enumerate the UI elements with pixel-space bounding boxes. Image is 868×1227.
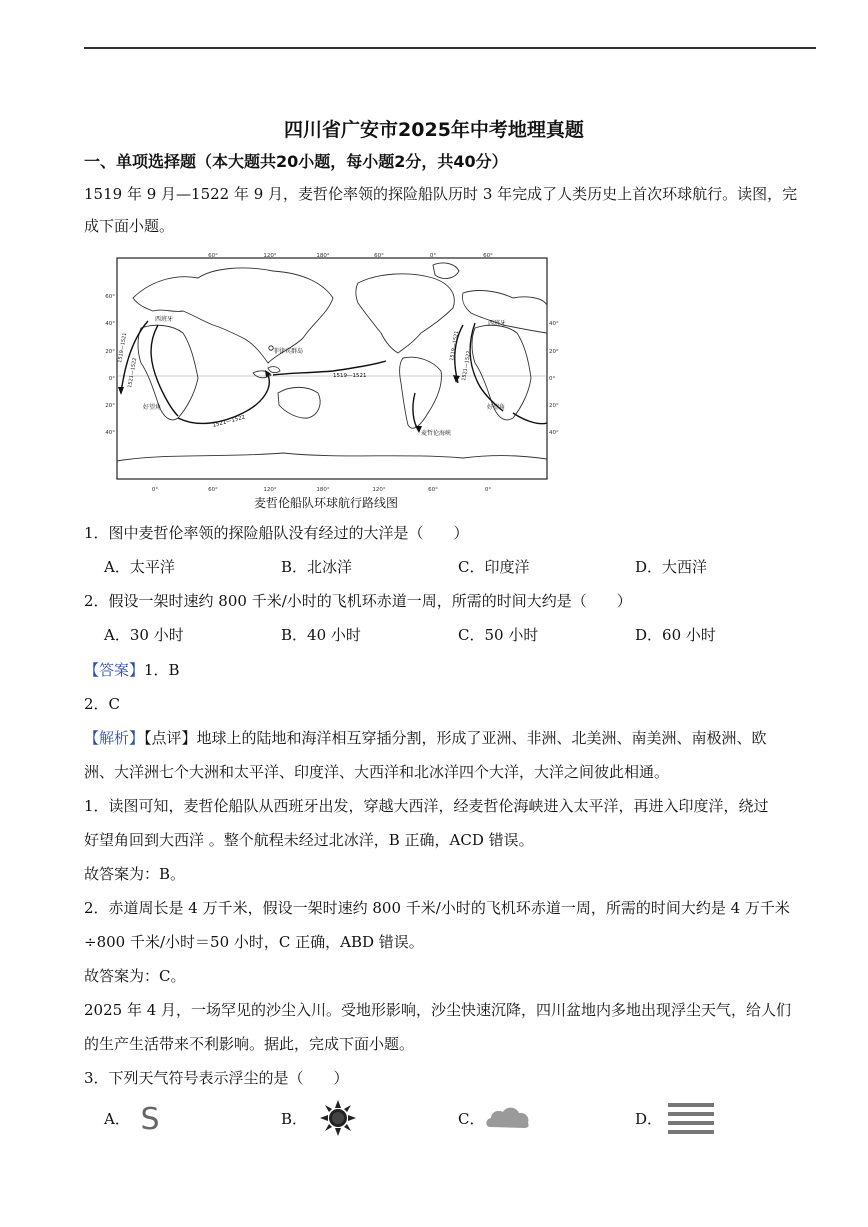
answer-tag: 【答案】 [84,661,145,679]
svg-text:60°: 60° [428,487,438,493]
svg-text:120°: 120° [263,253,277,259]
svg-text:20°: 20° [105,403,115,409]
q1-option-b: B．北冰洋 [281,558,353,576]
q2-option-d: D．60 小时 [635,626,716,644]
svg-text:60°: 60° [374,253,384,259]
analysis-tag: 【解析】 [84,729,145,747]
q3-option-d: D． [635,1110,663,1128]
s-icon [138,1100,162,1140]
map-caption: 麦哲伦船队环球航行路线图 [253,496,398,510]
svg-text:60°: 60° [105,294,115,300]
q2-option-a: A．30 小时 [104,626,184,644]
q1-option-d: D．大西洋 [635,558,708,576]
svg-text:180°: 180° [316,487,330,493]
svg-text:菲律宾群岛: 菲律宾群岛 [273,348,304,355]
svg-text:好望角: 好望角 [487,404,506,411]
svg-text:西班牙: 西班牙 [488,320,507,327]
svg-text:120°: 120° [372,487,386,493]
svg-text:1521—1522: 1521—1522 [461,350,473,382]
svg-text:0°: 0° [549,376,556,382]
lon-bottom-labels [152,487,491,493]
analysis-p2c: 故答案为：C。 [84,967,186,985]
section-heading: 一、单项选择题（本大题共20小题，每小题2分，共40分） [84,152,508,171]
svg-text:1519—1521: 1519—1521 [333,373,367,379]
svg-text:40°: 40° [105,430,115,436]
header-rule [84,47,816,49]
svg-text:60°: 60° [483,253,493,259]
svg-text:好望角: 好望角 [143,404,162,411]
intro1-line1: 1519 年 9 月—1522 年 9 月，麦哲伦率领的探险船队历时 3 年完成了人类历史上首次环球航行。读图，完 [84,185,798,203]
q1-stem: 1．图中麦哲伦率领的探险船队没有经过的大洋是（ ） [84,524,469,542]
svg-text:0°: 0° [484,487,492,493]
analysis-line1 [84,728,767,748]
analysis-p1a: 1．读图可知，麦哲伦船队从西班牙出发，穿越大西洋，经麦哲伦海峡进入太平洋，再进入印度洋，绕过 [84,797,769,815]
q1-option-c: C．印度洋 [458,558,530,576]
q3-stem: 3．下列天气符号表示浮尘的是（ ） [84,1069,349,1087]
q3-option-a: A． [104,1110,130,1128]
world-route-map [103,253,559,493]
sun-dust-icon [318,1098,358,1142]
svg-text:1521—1522: 1521—1522 [211,414,246,429]
lat-right-labels [549,321,559,436]
q3-option-c: C． [458,1110,485,1128]
svg-text:0°: 0° [429,253,437,259]
analysis-p1c: 故答案为：B。 [84,865,186,883]
q1-option-a: A．太平洋 [104,558,175,576]
intro2-line1: 2025 年 4 月，一场罕见的沙尘入川。受地形影响，沙尘快速沉降，四川盆地内多地出现浮尘天气，给人们 [84,1001,792,1019]
intro1-line2: 成下面小题。 [84,217,175,235]
lat-left-labels [105,294,115,436]
q2-option-c: C．50 小时 [458,626,539,644]
analysis-p1b: 好望角回到大西洋 。整个航程未经过北冰洋，B 正确，ACD 错误。 [84,831,534,849]
svg-text:西班牙: 西班牙 [155,316,174,323]
svg-text:1519—1521: 1519—1521 [449,330,461,362]
svg-text:60°: 60° [208,487,218,493]
analysis-line2: 洲、大洋洲七个大洲和太平洋、印度洋、大西洋和北冰洋四个大洋，大洋之间彼此相通。 [84,763,670,781]
q3-option-b: B． [281,1110,308,1128]
svg-text:40°: 40° [105,321,115,327]
svg-text:20°: 20° [549,403,559,409]
analysis-text1: 【点评】地球上的陆地和海洋相互穿插分割，形成了亚洲、非洲、北美洲、南美洲、南极洲、欧 [144,729,767,747]
svg-text:1519—1521: 1519—1521 [117,332,129,364]
analysis-p2a: 2．赤道周长是 4 万千米，假设一架时速约 800 千米/小时的飞机环赤道一周，所需的时间大约是 4 万千米 [84,899,790,917]
svg-text:180°: 180° [316,253,330,259]
svg-text:S: S [140,1102,160,1137]
analysis-p2b: ÷800 千米/小时＝50 小时，C 正确，ABD 错误。 [84,933,424,951]
svg-text:0°: 0° [151,487,159,493]
q2-stem: 2．假设一架时速约 800 千米/小时的飞机环赤道一周，所需的时间大约是（ ） [84,592,632,610]
haze-lines-icon [668,1102,714,1138]
intro2-line2: 的生产生活带来不利影响。据此，完成下面小题。 [84,1035,415,1053]
q2-option-b: B．40 小时 [281,626,361,644]
cloud-icon [484,1103,532,1135]
svg-text:20°: 20° [105,349,115,355]
svg-text:麦哲伦海峡: 麦哲伦海峡 [421,430,452,437]
svg-text:120°: 120° [263,487,277,493]
page-title: 四川省广安市2025年中考地理真题 [284,119,584,141]
svg-text:60°: 60° [208,253,218,259]
svg-text:1521—1522: 1521—1522 [127,357,139,389]
answer-text2: 2．C [84,695,121,713]
svg-text:20°: 20° [549,349,559,355]
svg-text:40°: 40° [549,430,559,436]
answer-line [84,660,180,680]
svg-text:0°: 0° [108,376,115,382]
answer-text1: 1．B [144,661,180,679]
svg-text:40°: 40° [549,321,559,327]
map-frame [117,258,547,479]
